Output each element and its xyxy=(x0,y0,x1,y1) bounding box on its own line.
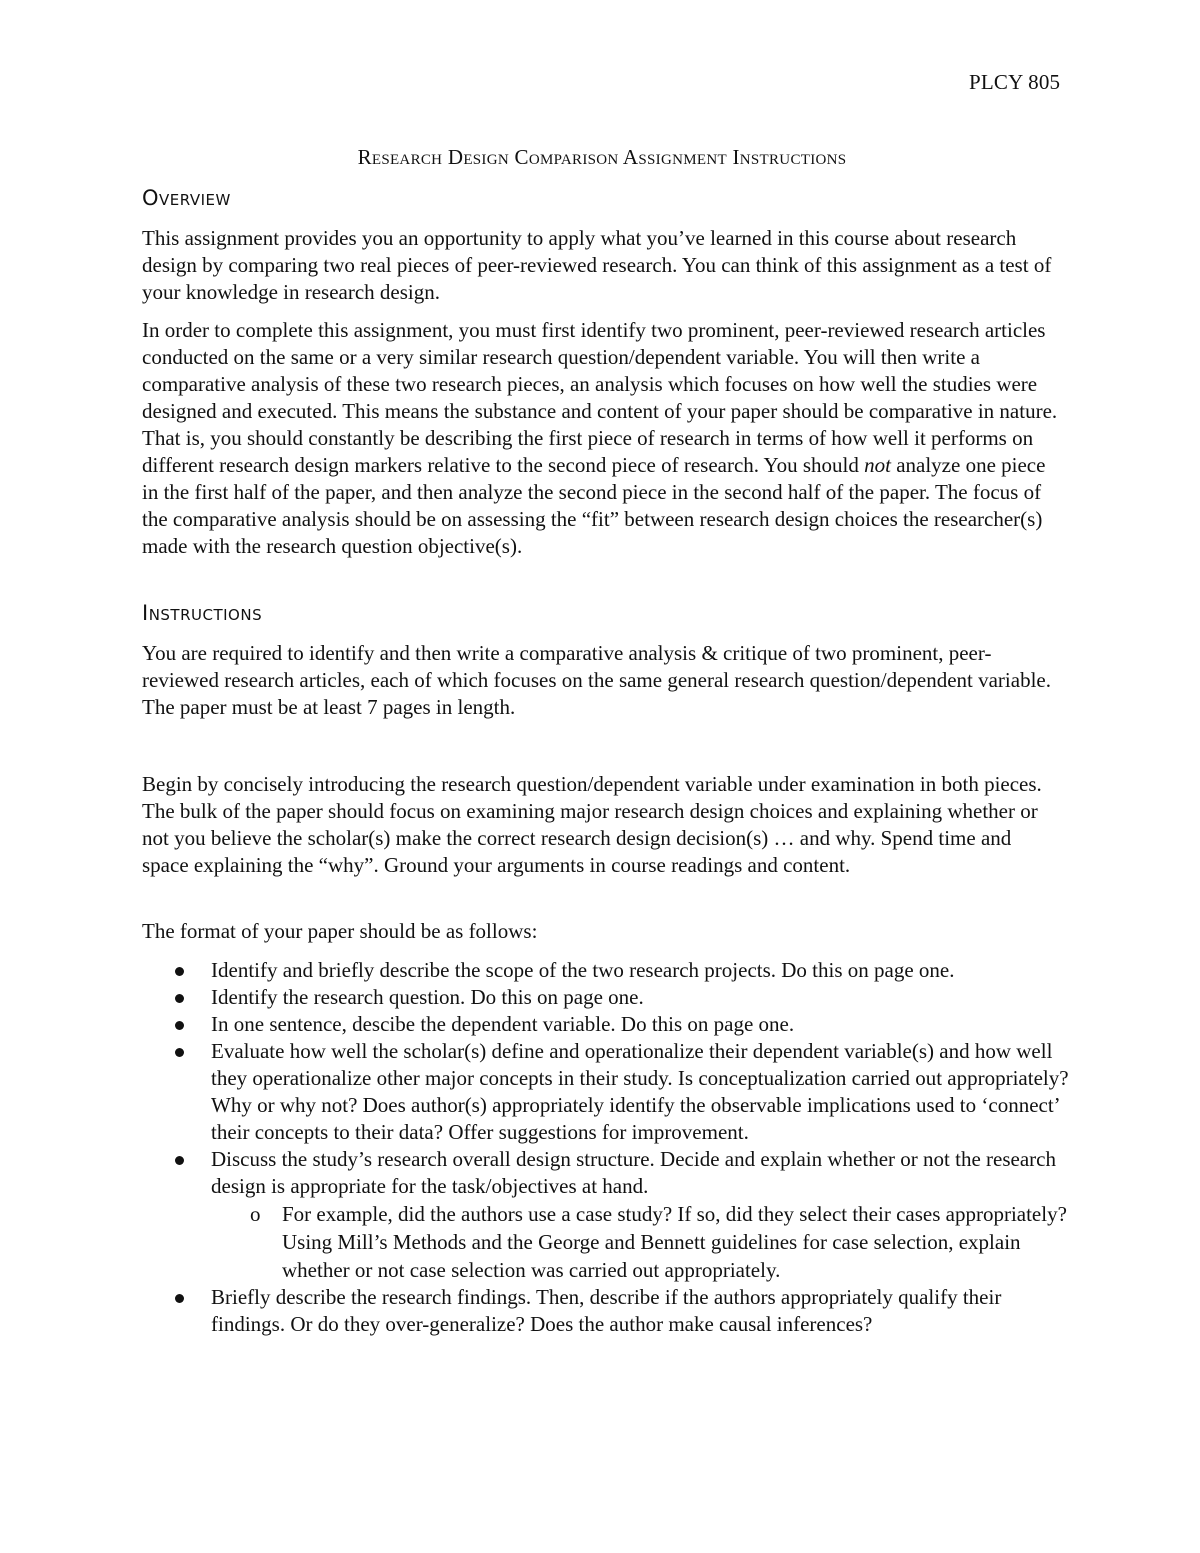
list-item-text: Evaluate how well the scholar(s) define and operationalize their dependent variable(s) and how well they operationalize other major concepts in their study. Is conceptualization carried out appropriately? Why or why not? Does author(s) appropriately identify the observable implications used to ‘connect’ their concepts to their data? Offer suggestions for improvement. xyxy=(211,1039,1069,1144)
overview-paragraph-2-text-b: analyze one piece in the first half of the paper, and then analyze the second piece in the second half of the paper. The focus of the comparative analysis should be on assessing the “fit” between research design choices the researcher(s) made with the research question objective(s). xyxy=(142,453,1046,558)
overview-heading: Overview xyxy=(142,186,231,210)
overview-paragraph-2-text-a: In order to complete this assignment, you must first identify two prominent, peer-reviewed research articles conducted on the same or a very similar research question/dependent variable. You will then write a comparative analysis of these two research pieces, an analysis which focuses on how well the studies were designed and executed. This means the substance and content of your paper should be comparative in nature. That is, you should constantly be describing the first piece of research in terms of how well it performs on different research design markers relative to the second piece of research. You should xyxy=(142,318,1058,477)
instructions-heading: Instructions xyxy=(142,601,263,625)
bullet-icon xyxy=(175,1294,184,1303)
instructions-paragraph-1: You are required to identify and then write a comparative analysis & critique of two prominent, peer-reviewed research articles, each of which focuses on the same general research question/dependent variable. The paper must be at least 7 pages in length. xyxy=(142,641,1051,719)
sub-list-item-text: For example, did the authors use a case study? If so, did they select their cases appropriately? Using Mill’s Methods and the George and Bennett guidelines for case selection, explain whether or not case selection was carried out appropriately. xyxy=(282,1202,1067,1282)
emphasis-not: not xyxy=(864,453,891,477)
bullet-icon xyxy=(175,1156,184,1165)
format-list xyxy=(142,957,1072,1338)
list-item-text: Identify and briefly describe the scope of the two research projects. Do this on page one. xyxy=(211,958,955,982)
list-item xyxy=(142,957,1072,984)
list-item xyxy=(142,984,1072,1011)
list-item-text: In one sentence, descibe the dependent variable. Do this on page one. xyxy=(211,1012,795,1036)
bullet-icon xyxy=(175,967,184,976)
bullet-icon xyxy=(175,994,184,1003)
instructions-paragraph-2: Begin by concisely introducing the research question/dependent variable under examination in both pieces. The bulk of the paper should focus on examining major research design choices and explaining whether or not you believe the scholar(s) make the correct research design decision(s) … and why. Spend time and space explaining the “why”. Ground your arguments in course readings and content. xyxy=(142,772,1042,877)
bullet-icon xyxy=(175,1048,184,1057)
sub-list-item xyxy=(142,1200,1072,1284)
hollow-bullet-icon: o xyxy=(250,1202,261,1226)
list-item-text: Identify the research question. Do this on page one. xyxy=(211,985,644,1009)
overview-paragraph-1: This assignment provides you an opportunity to apply what you’ve learned in this course about research design by comparing two real pieces of peer-reviewed research. You can think of this assignment as a test of your knowledge in research design. xyxy=(142,226,1052,304)
list-item xyxy=(142,1284,1072,1338)
list-item xyxy=(142,1146,1072,1200)
list-item xyxy=(142,1038,1072,1146)
format-intro: The format of your paper should be as follows: xyxy=(142,919,538,943)
list-item-text: Briefly describe the research findings. Then, describe if the authors appropriately qualify their findings. Or do they over-generalize? Does the author make causal inferences? xyxy=(211,1285,1002,1336)
course-code: PLCY 805 xyxy=(969,70,1061,94)
bullet-icon xyxy=(175,1021,184,1030)
list-item-text: Discuss the study’s research overall design structure. Decide and explain whether or not the research design is appropriate for the task/objectives at hand. xyxy=(211,1147,1056,1198)
document-title: Research Design Comparison Assignment Instructions xyxy=(357,145,847,169)
list-item xyxy=(142,1011,1072,1038)
overview-paragraph-2 xyxy=(142,317,1062,560)
